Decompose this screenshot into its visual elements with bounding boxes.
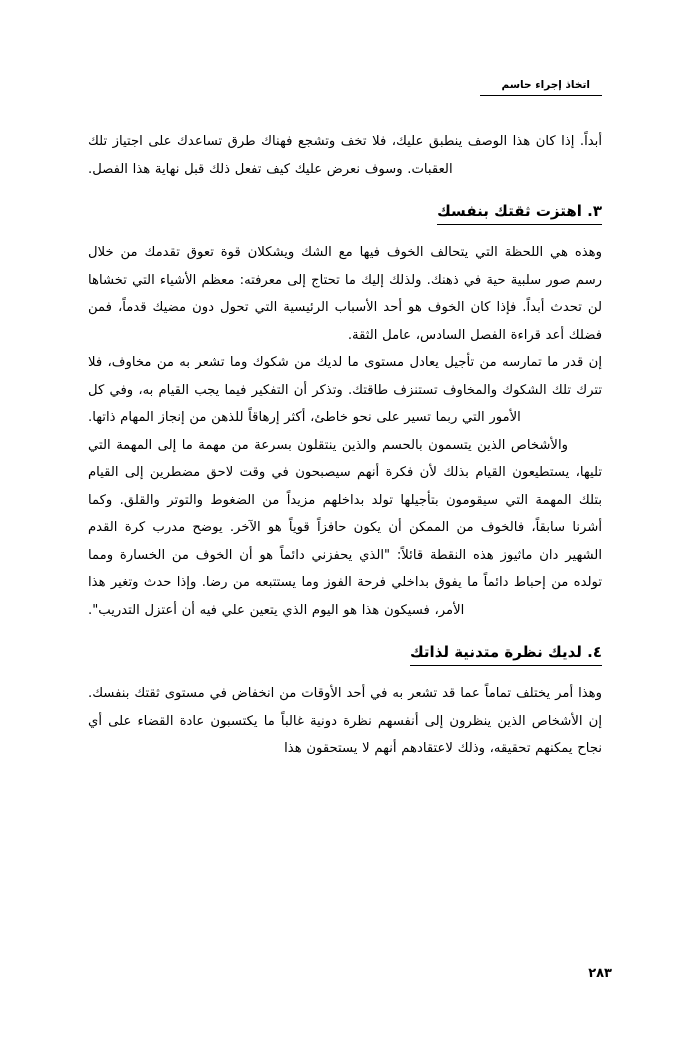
paragraph-4: والأشخاص الذين يتسمون بالحسم والذين ينتقلون بسرعة من مهمة ما إلى المهمة التي تليها، يستطيعون القيام بذلك لأن فكرة أنهم سيصبحون في وقت لاحق مضطرين إلى القيام بتلك المهمة التي سيقومون بتأجيلها تولد بداخلهم مزيداً من الضغوط والتوتر والقلق. وكما أشرنا سابقاً، فالخوف من الممكن أن يكون حافزاً قوياً هو الآخر. يوضح مدرب كرة القدم الشهير دان ماثيوز هذه النقطة قائلاً: "الذي يحفزني دائماً هو أن الخوف من الخسارة ومما تولده من إحباط دائماً ما يفوق بداخلي فرحة الفوز وما يستتبعه من رضا. وإذا حدث وتغير هذا الأمر، فسيكون هذا هو اليوم الذي يتعين علي فيه أن أعتزل التدريب". — [88, 437, 602, 618]
heading-spacer — [88, 183, 602, 199]
running-header-title: اتخاذ إجراء حاسم — [501, 79, 590, 91]
heading-spacer-2 — [88, 624, 602, 640]
section-heading-4 — [88, 640, 602, 666]
running-header-rule — [480, 95, 602, 96]
section-heading-3 — [88, 199, 602, 225]
paragraph-5: وهذا أمر يختلف تماماً عما قد تشعر به في أحد الأوقات من انخفاض في مستوى ثقتك بنفسك. إن الأشخاص الذين ينظرون إلى أنفسهم نظرة دونية غالباً ما يكتسبون عادة القضاء على أي نجاح يمكنهم تحقيقه، وذلك لاعتقادهم أنهم لا يستحقون هذا — [88, 686, 602, 756]
paragraph-2: وهذه هي اللحظة التي يتحالف الخوف فيها مع الشك ويشكلان قوة تعوق تقدمك من خلال رسم صور سلبية حية في ذهنك. ولذلك إليك ما تحتاج إلى معرفته: معظم الأشياء التي تخشاها لن تحدث أبداً. فإذا كان الخوف هو أحد الأسباب الرئيسية التي تحول دون مضيك قدماً، فمن فضلك أعد قراءة الفصل السادس، عامل الثقة. — [88, 245, 602, 343]
paragraph-3: إن قدر ما تمارسه من تأجيل يعادل مستوى ما لديك من شكوك وما تشعر به من مخاوف، فلا تترك تلك الشكوك والمخاوف تستنزف طاقتك. وتذكر أن التفكير فيما يجب القيام به، وفي كل الأمور التي ربما تسير على نحو خاطئ، أكثر إرهاقاً للذهن من إنجاز المهام ذاتها. — [88, 355, 602, 425]
section-heading-4-label: ٤. لديك نظرة متدنية لذاتك — [410, 640, 602, 666]
section-heading-3-label: ٣. اهتزت ثقتك بنفسك — [437, 199, 602, 225]
running-header — [96, 78, 602, 100]
page-number: ٢٨٣ — [588, 966, 612, 981]
body-text-column — [88, 128, 602, 763]
paragraph-1: أبداً. إذا كان هذا الوصف ينطبق عليك، فلا تخف وتشجع فهناك طرق تساعدك على اجتياز تلك العقبات. وسوف نعرض عليك كيف تفعل ذلك قبل نهاية هذا الفصل. — [88, 134, 602, 177]
